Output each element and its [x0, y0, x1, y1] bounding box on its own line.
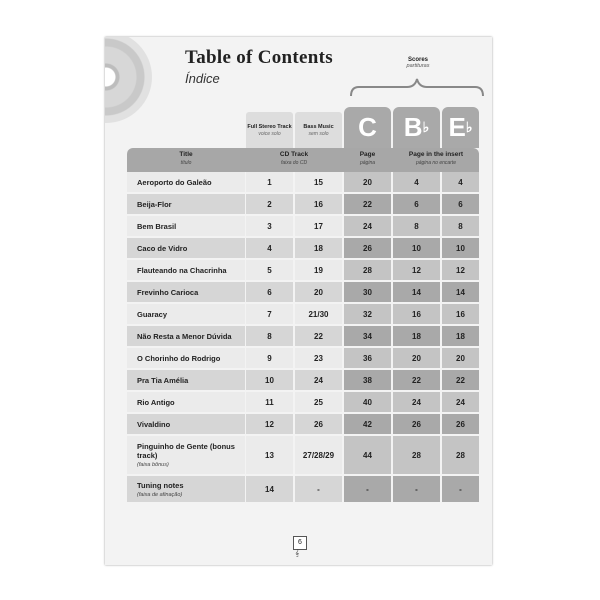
row-track-cell: 14 [246, 476, 293, 502]
row-bass-cell: 19 [295, 260, 342, 280]
row-eb-cell: - [442, 476, 479, 502]
page-subtitle: Índice [185, 71, 220, 86]
row-eb-cell: 16 [442, 304, 479, 324]
book-page [105, 37, 492, 565]
row-title-cell [127, 326, 245, 346]
row-bass-cell: 18 [295, 238, 342, 258]
row-bb-cell: 20 [393, 348, 440, 368]
row-bb-cell: 4 [393, 172, 440, 192]
row-bb-cell: 12 [393, 260, 440, 280]
table-row [127, 238, 479, 258]
table-row [127, 172, 479, 192]
row-title-cell [127, 238, 245, 258]
cd-track-header-sub: faixa do CD [280, 160, 308, 166]
row-track-cell: 4 [246, 238, 293, 258]
page-header-sub: página [359, 160, 375, 166]
scores-bracket [349, 77, 485, 97]
row-track-cell: 12 [246, 414, 293, 434]
cd-track-header [246, 151, 342, 167]
bb-score-header [393, 107, 440, 148]
row-bass-cell: 15 [295, 172, 342, 192]
row-eb-cell: 12 [442, 260, 479, 280]
row-title: Vivaldino [137, 419, 171, 429]
row-title-cell [127, 348, 245, 368]
bb-score-letter: B [403, 112, 423, 142]
row-track-cell: 2 [246, 194, 293, 214]
row-title-cell [127, 172, 245, 192]
row-title: Guaracy [137, 309, 168, 319]
full-stereo-sub: voice solo [258, 131, 281, 137]
row-c-cell: 30 [344, 282, 391, 302]
scores-label [388, 57, 448, 69]
row-note: (faixa de afinação) [137, 491, 183, 498]
row-title: Frevinho Carioca [137, 287, 199, 297]
row-bb-cell: 16 [393, 304, 440, 324]
row-title: Aeroporto do Galeão [137, 177, 212, 187]
row-eb-cell: 6 [442, 194, 479, 214]
row-eb-cell: 4 [442, 172, 479, 192]
row-c-cell: 38 [344, 370, 391, 390]
row-bass-cell: 22 [295, 326, 342, 346]
row-title: Pra Tia Amélia [137, 375, 189, 385]
bass-music-label: Bass Music [303, 124, 334, 130]
row-title-cell [127, 216, 245, 236]
row-bb-cell: 26 [393, 414, 440, 434]
page-header-label: Page [359, 151, 376, 158]
title-header-label: Title [179, 151, 193, 158]
row-track-cell: 3 [246, 216, 293, 236]
page-number: 6 [293, 536, 307, 550]
row-bb-cell: 6 [393, 194, 440, 214]
row-bass-cell: 25 [295, 392, 342, 412]
full-stereo-label: Full Stereo Track [247, 124, 292, 130]
row-c-cell: 28 [344, 260, 391, 280]
c-score-letter: C [358, 112, 377, 142]
table-row [127, 392, 479, 412]
flat-icon: ♭ [422, 119, 430, 135]
insert-header-label: Page in the insert [408, 151, 464, 158]
cd-track-header-label: CD Track [279, 151, 309, 158]
row-track-cell: 5 [246, 260, 293, 280]
table-row [127, 194, 479, 214]
row-note: (faixa bônus) [137, 462, 169, 468]
row-track-cell: 6 [246, 282, 293, 302]
title-header [127, 151, 245, 167]
page-header [344, 151, 391, 167]
row-eb-cell: 26 [442, 414, 479, 434]
row-bb-cell: 18 [393, 326, 440, 346]
row-title: Tuning notes [137, 480, 184, 490]
row-bass-cell: 23 [295, 348, 342, 368]
row-bb-cell: 10 [393, 238, 440, 258]
row-title: Caco de Vidro [137, 243, 188, 253]
insert-header-sub: página no encarte [415, 160, 457, 166]
row-bb-cell: 14 [393, 282, 440, 302]
scores-label-sub: partituras [406, 63, 430, 69]
row-title-cell [127, 194, 245, 214]
row-eb-cell: 14 [442, 282, 479, 302]
row-c-cell: 22 [344, 194, 391, 214]
row-title: Bem Brasil [137, 221, 177, 231]
row-c-cell: 40 [344, 392, 391, 412]
row-title: O Chorinho do Rodrigo [137, 353, 221, 363]
row-title-cell [127, 436, 245, 474]
clef-icon: 𝄞 [295, 550, 300, 557]
row-c-cell: 44 [344, 436, 391, 474]
row-title-cell [127, 370, 245, 390]
row-title-cell [127, 414, 245, 434]
row-bass-cell: 16 [295, 194, 342, 214]
eb-score-header [442, 107, 479, 148]
table-row [127, 260, 479, 280]
row-eb-cell: 22 [442, 370, 479, 390]
table-row [127, 476, 479, 502]
row-title: Rio Antigo [137, 397, 175, 407]
bass-music-sub: sem solo [308, 131, 329, 137]
row-bb-cell: - [393, 476, 440, 502]
row-c-cell: 32 [344, 304, 391, 324]
title-header-sub: título [180, 160, 192, 166]
row-c-cell: 42 [344, 414, 391, 434]
row-title: Não Resta a Menor Dúvida [137, 331, 232, 341]
table-row [127, 216, 479, 236]
table-row [127, 282, 479, 302]
row-bass-cell: 21/30 [295, 304, 342, 324]
scores-label-text: Scores [407, 57, 428, 63]
table-row [127, 370, 479, 390]
table-row [127, 348, 479, 368]
row-track-cell: 8 [246, 326, 293, 346]
page-title: Table of Contents [185, 47, 333, 68]
row-eb-cell: 18 [442, 326, 479, 346]
row-track-cell: 10 [246, 370, 293, 390]
row-title: Beija-Flor [137, 199, 172, 209]
row-bass-cell: - [295, 476, 342, 502]
row-bass-cell: 17 [295, 216, 342, 236]
row-bass-cell: 27/28/29 [295, 436, 342, 474]
row-bb-cell: 8 [393, 216, 440, 236]
row-eb-cell: 8 [442, 216, 479, 236]
table-row [127, 414, 479, 434]
row-track-cell: 7 [246, 304, 293, 324]
row-eb-cell: 20 [442, 348, 479, 368]
row-title-cell [127, 304, 245, 324]
insert-header [393, 151, 479, 167]
row-title-cell [127, 476, 245, 502]
row-track-cell: 11 [246, 392, 293, 412]
row-eb-cell: 28 [442, 436, 479, 474]
row-eb-cell: 24 [442, 392, 479, 412]
row-bb-cell: 22 [393, 370, 440, 390]
flat-icon: ♭ [465, 119, 473, 135]
row-c-cell: 34 [344, 326, 391, 346]
row-title-cell [127, 282, 245, 302]
row-bass-cell: 26 [295, 414, 342, 434]
row-c-cell: 20 [344, 172, 391, 192]
cd-disc-icon [105, 37, 152, 123]
row-c-cell: 24 [344, 216, 391, 236]
row-title-cell [127, 392, 245, 412]
row-bb-cell: 28 [393, 436, 440, 474]
bass-music-header [295, 112, 342, 148]
row-title-cell [127, 260, 245, 280]
row-c-cell: 26 [344, 238, 391, 258]
row-c-cell: - [344, 476, 391, 502]
table-row [127, 304, 479, 324]
table-row [127, 436, 479, 474]
row-title: Pinguinho de Gente (bonus track) [137, 442, 235, 460]
row-title: Flauteando na Chacrinha [137, 265, 227, 275]
row-track-cell: 1 [246, 172, 293, 192]
eb-score-letter: E [448, 112, 466, 142]
row-bass-cell: 20 [295, 282, 342, 302]
full-stereo-header [246, 112, 293, 148]
row-eb-cell: 10 [442, 238, 479, 258]
row-track-cell: 13 [246, 436, 293, 474]
row-c-cell: 36 [344, 348, 391, 368]
row-bb-cell: 24 [393, 392, 440, 412]
table-row [127, 326, 479, 346]
c-score-header [344, 107, 391, 148]
row-track-cell: 9 [246, 348, 293, 368]
row-bass-cell: 24 [295, 370, 342, 390]
